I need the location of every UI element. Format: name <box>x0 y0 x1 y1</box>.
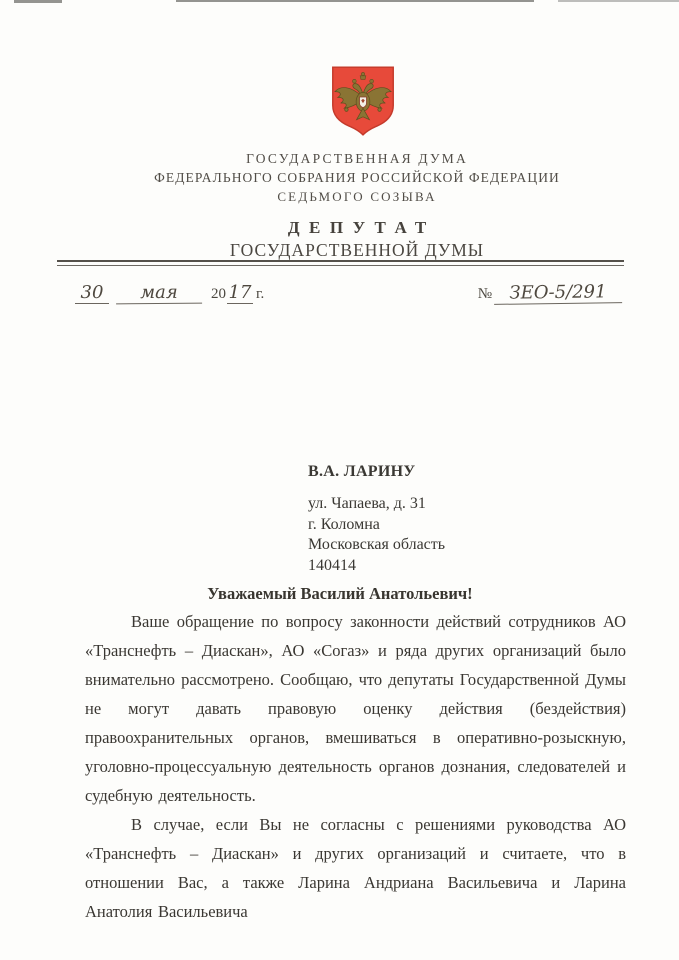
letterhead <box>37 149 677 262</box>
recipient-name: В.А. ЛАРИНУ <box>308 463 416 480</box>
letterhead-org-line2: ФЕДЕРАЛЬНОГО СОБРАНИЯ РОССИЙСКОЙ ФЕДЕРАЦИИ <box>154 170 560 185</box>
letter-body <box>85 607 626 926</box>
date-century-printed: 20 <box>211 286 226 302</box>
handwritten-day: 30 <box>80 282 104 303</box>
dateline <box>57 276 624 306</box>
recipient-address-line: ул. Чапаева, д. 31 <box>308 495 426 512</box>
date-year-blank <box>227 284 253 304</box>
scan-artifact <box>14 0 62 3</box>
date-field <box>75 281 265 304</box>
recipient-postal-code: 140414 <box>308 556 356 574</box>
body-paragraph-1: Ваше обращение по вопросу законности действий сотрудников АО «Транснефть – Диаскан», АО «Согаз» и ряда других организаций было внимательно рассмотрено. Сообщаю, что депутаты Государственной Думы не могут давать правовую оценку действия (бездействия) правоохранительных органов, вмешиваться в оперативно-розыскную, уголовно-процессуальную деятельность органов дознания, следователей и судебную деятельность. <box>85 612 626 805</box>
date-day-blank <box>75 284 109 304</box>
letterhead-divider <box>57 260 624 266</box>
salutation: Уважаемый Василий Анатольевич! <box>207 584 473 603</box>
handwritten-year: 17 <box>228 282 252 303</box>
russian-coat-of-arms <box>327 63 399 139</box>
scan-artifact <box>558 0 679 2</box>
recipient-block <box>308 461 445 576</box>
letterhead-subtitle: ГОСУДАРСТВЕННОЙ ДУМЫ <box>229 240 485 260</box>
number-sign: № <box>477 286 492 302</box>
handwritten-month: мая <box>140 281 178 304</box>
document-number-field <box>477 281 622 304</box>
letterhead-org-line1: ГОСУДАРСТВЕННАЯ ДУМА <box>246 151 468 166</box>
recipient-address-line: Московская область <box>308 536 446 553</box>
number-blank <box>494 283 622 305</box>
body-paragraph-2: В случае, если Вы не согласны с решениями руководства АО «Транснефть – Диаскан» и других организаций и считаете, что в отношении Вас, а также Ларина Андриана Васильевича и Ларина Анатолия Васильевича <box>85 815 626 921</box>
date-year-suffix: г. <box>256 286 265 302</box>
letterhead-org-line3: СЕДЬМОГО СОЗЫВА <box>277 189 437 204</box>
handwritten-number: ЗЕО-5/291 <box>509 281 607 304</box>
date-month-blank <box>116 281 202 305</box>
recipient-address-line: г. Коломна <box>308 515 380 533</box>
letterhead-title: ДЕПУТАТ <box>287 218 436 237</box>
scan-artifact <box>176 0 534 2</box>
